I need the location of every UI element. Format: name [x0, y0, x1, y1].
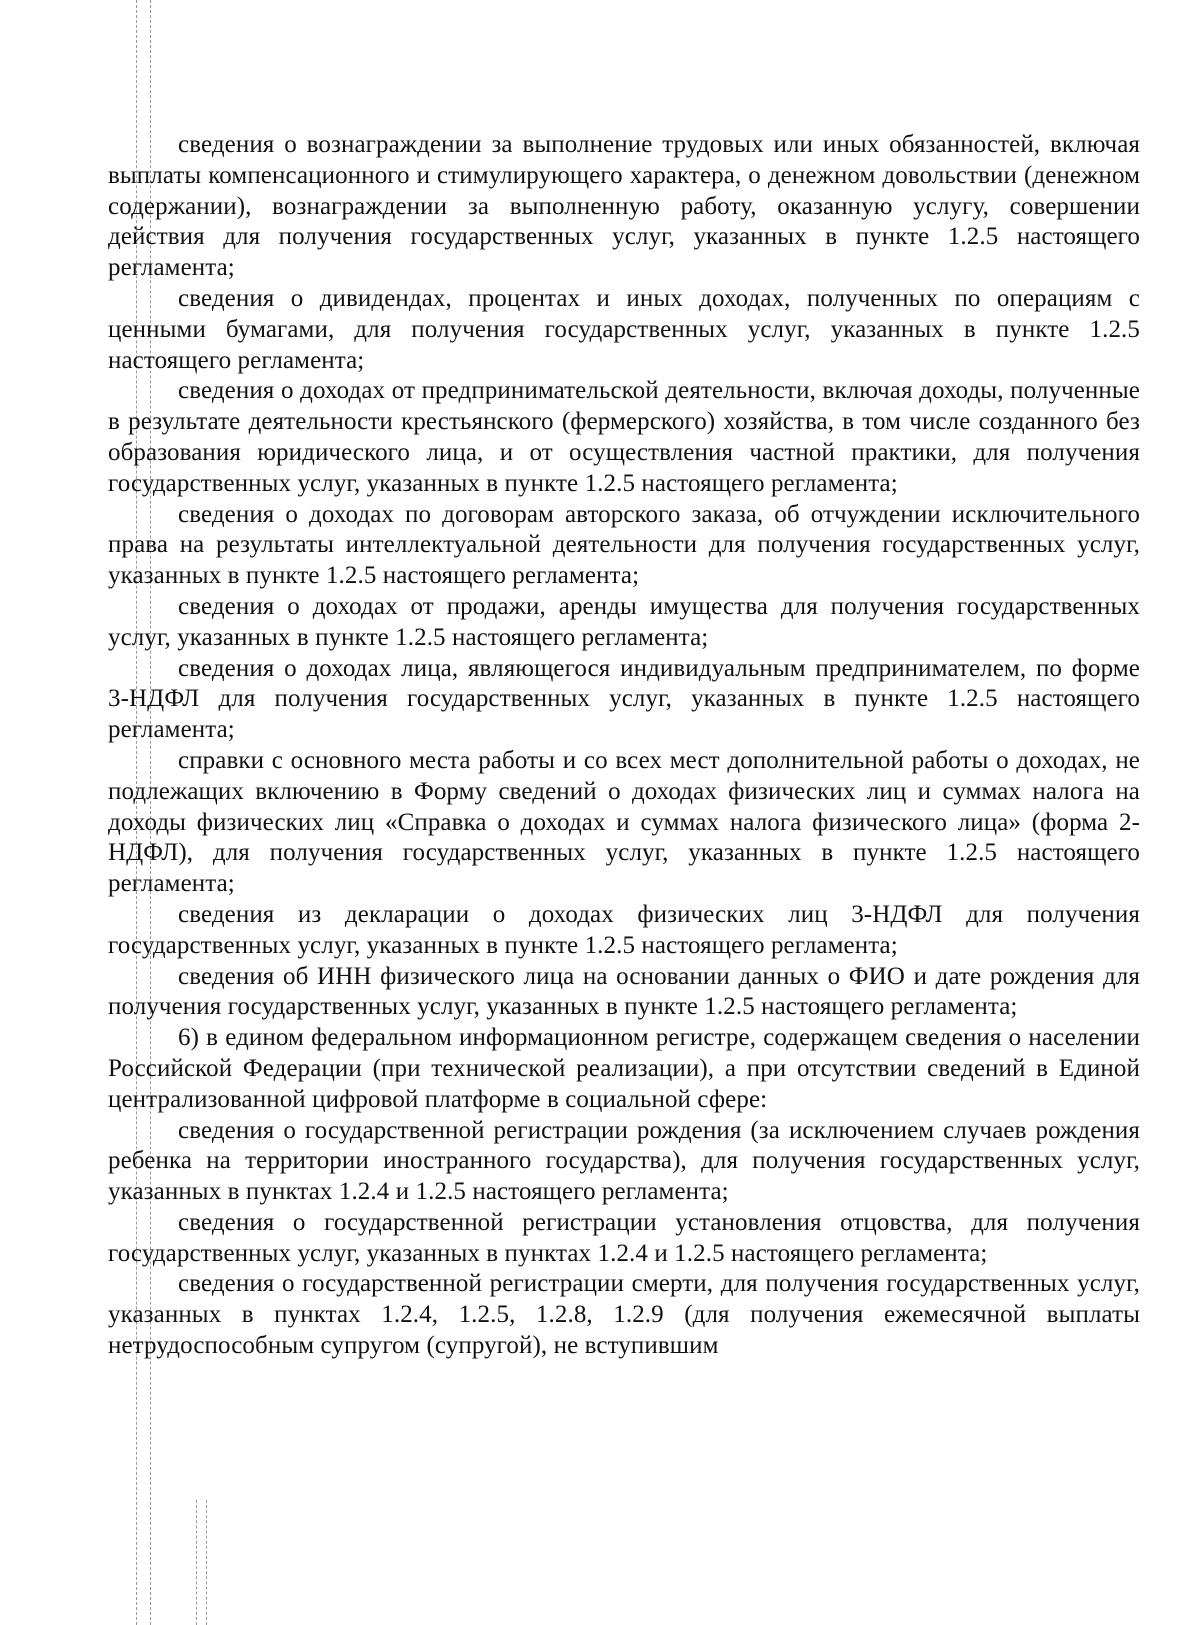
- paragraph-remuneration: сведения о вознаграждении за выполнение трудовых или иных обязанностей, включая выплаты компенсационного и стимулирующего характера, о денежном довольствии (денежном содержании), вознаграждении за выполненную работу, оказанную услугу, совершении действия для получения государственных услуг, указанных в пункте 1.2.5 настоящего регламента;: [108, 131, 1140, 282]
- paragraph-author-contracts: сведения о доходах по договорам авторского заказа, об отчуждении исключительного права на результаты интеллектуальной деятельности для получения государственных услуг, указанных в пункте 1.2.5 настоящего регламента;: [108, 500, 1140, 590]
- paragraph-paternity-registration: сведения о государственной регистрации установления отцовства, для получения государственных услуг, указанных в пунктах 1.2.4 и 1.2.5 настоящего регламента;: [108, 1208, 1140, 1267]
- paragraph-birth-registration: сведения о государственной регистрации рождения (за исключением случаев рождения ребенка на территории иностранного государства), для получения государственных услуг, указанных в пунктах 1.2.4 и 1.2.5 настоящего регламента;: [108, 1116, 1140, 1206]
- scan-fold-line: [206, 1500, 207, 1625]
- paragraph-dividends: сведения о дивидендах, процентах и иных доходах, полученных по операциям с ценными бумагами, для получения государственных услуг, указанных в пункте 1.2.5 настоящего регламента;: [108, 284, 1140, 374]
- paragraph-federal-register: 6) в едином федеральном информационном регистре, содержащем сведения о населении Российской Федерации (при технической реализации), а при отсутствии сведений в Единой централизованной цифровой платформе в социальной сфере:: [108, 1024, 1140, 1113]
- document-body: [108, 130, 1140, 1362]
- paragraph-inn: сведения об ИНН физического лица на основании данных о ФИО и дате рождения для получения государственных услуг, указанных в пункте 1.2.5 настоящего регламента;: [108, 962, 1140, 1021]
- paragraph-entrepreneur-3ndfl: сведения о доходах лица, являющегося индивидуальным предпринимателем, по форме 3-НДФЛ для получения государственных услуг, указанных в пункте 1.2.5 настоящего регламента;: [108, 654, 1140, 744]
- paragraph-declaration-3ndfl: сведения из декларации о доходах физических лиц 3-НДФЛ для получения государственных услуг, указанных в пункте 1.2.5 настоящего регламента;: [108, 900, 1140, 959]
- paragraph-business-income: сведения о доходах от предпринимательской деятельности, включая доходы, полученные в результате деятельности крестьянского (фермерского) хозяйства, в том числе созданного без образования юридического лица, и от осуществления частной практики, для получения государственных услуг, указанных в пункте 1.2.5 настоящего регламента;: [108, 377, 1140, 497]
- paragraph-property-income: сведения о доходах от продажи, аренды имущества для получения государственных услуг, указанных в пункте 1.2.5 настоящего регламента;: [108, 592, 1140, 651]
- paragraph-workplace-certificates: справки с основного места работы и со всех мест дополнительной работы о доходах, не подлежащих включению в Форму сведений о доходах физических лиц и суммах налога на доходы физических лиц «Справка о доходах и суммах налога физического лица» (форма 2-НДФЛ), для получения государственных услуг, указанных в пункте 1.2.5 настоящего регламента;: [108, 746, 1140, 898]
- scan-fold-line: [196, 1500, 197, 1625]
- paragraph-death-registration: сведения о государственной регистрации смерти, для получения государственных услуг, указанных в пунктах 1.2.4, 1.2.5, 1.2.8, 1.2.9 (для получения ежемесячной выплаты нетрудоспособным супругом (супругой), не вступившим: [108, 1270, 1140, 1360]
